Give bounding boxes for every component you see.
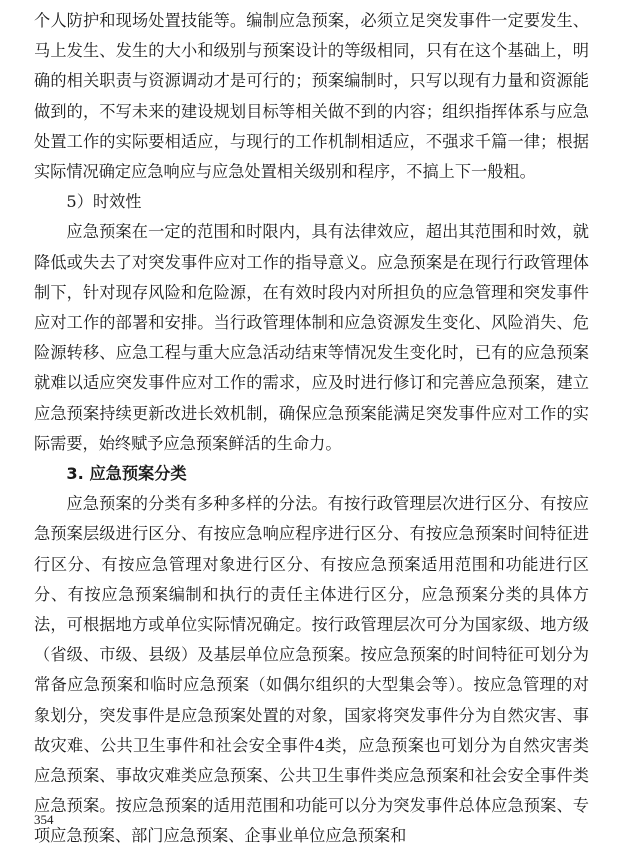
subheading-timeliness: 5）时效性 bbox=[66, 192, 142, 212]
section-heading-classification: 3. 应急预案分类 bbox=[66, 464, 187, 484]
body-paragraph-2: 应急预案在一定的范围和时限内，具有法律效应，超出其范围和时效，就降低或失去了对突发事件应对工作的指导意义。应急预案是在现行行政管理体制下，针对现存风险和危险源，在有效时段内对所担负的应急管理和突发事件应对工作的部署和安排。当行政管理体制和应急资源发生变化、风险消失、危险源转移、应急工程与重大应急活动结束等情况发生变化时，已有的应急预案就难以适应突发事件应对工作的需求，应及时进行修订和完善应急预案，建立应急预案持续更新改进长效机制，确保应急预案能满足突发事件应对工作的实际需要，始终赋予应急预案鲜活的生命力。 bbox=[34, 222, 589, 453]
page-body bbox=[34, 6, 589, 852]
page-number: 354 bbox=[34, 812, 54, 827]
body-paragraph-3: 应急预案的分类有多种多样的分法。有按行政管理层次进行区分、有按应急预案层级进行区分、有按应急响应程序进行区分、有按应急预案时间特征进行区分、有按应急管理对象进行区分、有按应急预案适用范围和功能进行区分、有按应急预案编制和执行的责任主体进行区分，应急预案分类的具体方法，可根据地方或单位实际情况确定。按行政管理层次可分为国家级、地方级（省级、市级、县级）及基层单位应急预案。按应急预案的时间特征可划分为常备应急预案和临时应急预案（如偶尔组织的大型集会等）。按应急管理的对象划分，突发事件是应急预案处置的对象，国家将突发事件分为自然灾害、事故灾难、公共卫生事件和社会安全事件4类，应急预案也可划分为自然灾害类应急预案、事故灾难类应急预案、公共卫生事件类应急预案和社会安全事件类应急预案。按应急预案的适用范围和功能可以分为突发事件总体应急预案、专项应急预案、部门应急预案、企事业单位应急预案和 bbox=[34, 494, 589, 846]
body-paragraph-1: 个人防护和现场处置技能等。编制应急预案，必须立足突发事件一定要发生、马上发生、发生的大小和级别与预案设计的等级相同，只有在这个基础上，明确的相关职责与资源调动才是可行的；预案编制时，只写以现有力量和资源能做到的，不写未来的建设规划目标等相关做不到的内容；组织指挥体系与应急处置工作的实际要相适应，与现行的工作机制相适应，不强求千篇一律；根据实际情况确定应急响应与应急处置相关级别和程序，不搞上下一般粗。 bbox=[34, 11, 589, 182]
